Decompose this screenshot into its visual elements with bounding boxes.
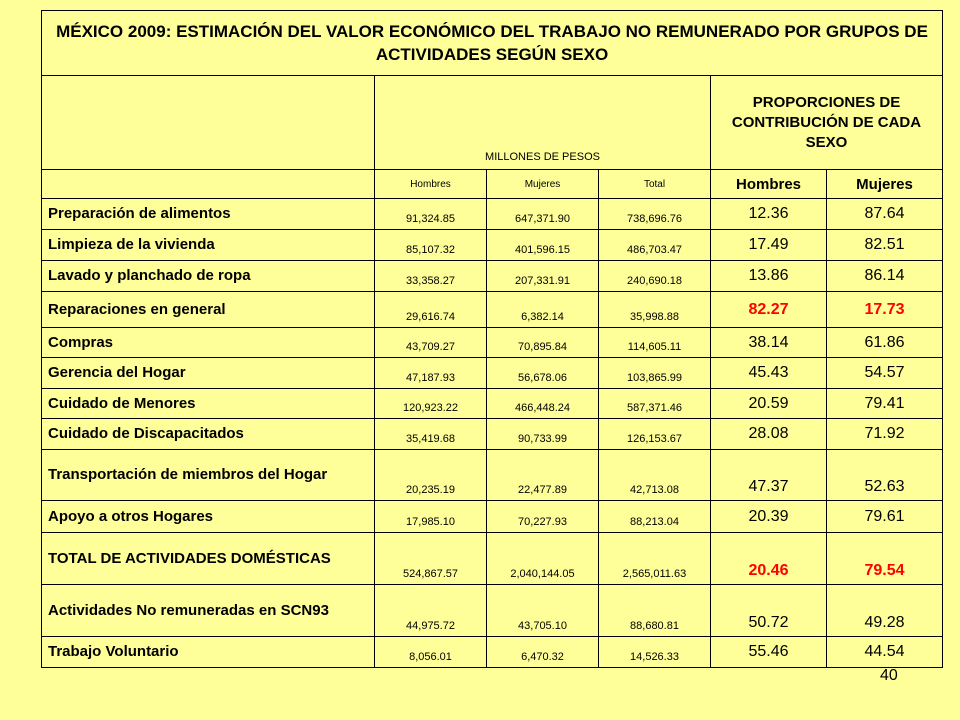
header-millones: MILLONES DE PESOS (375, 76, 711, 170)
subheader-total: Total (599, 170, 711, 199)
activity-label: Gerencia del Hogar (42, 358, 375, 389)
table-row (42, 501, 943, 533)
activity-label: Compras (42, 328, 375, 358)
value-hombres: 91,324.85 (375, 199, 487, 230)
value-hombres: 33,358.27 (375, 261, 487, 292)
value-mujeres: 22,477.89 (487, 450, 599, 501)
pct-hombres: 12.36 (711, 199, 827, 230)
subheader-mujeres: Mujeres (487, 170, 599, 199)
value-hombres: 8,056.01 (375, 637, 487, 668)
pct-hombres: 28.08 (711, 419, 827, 450)
value-total: 240,690.18 (599, 261, 711, 292)
pct-mujeres: 17.73 (827, 292, 943, 328)
value-mujeres: 6,382.14 (487, 292, 599, 328)
value-mujeres: 466,448.24 (487, 389, 599, 419)
value-total: 126,153.67 (599, 419, 711, 450)
value-hombres: 524,867.57 (375, 533, 487, 585)
table-row (42, 389, 943, 419)
value-mujeres: 70,227.93 (487, 501, 599, 533)
pct-mujeres: 44.54 (827, 637, 943, 668)
pct-mujeres: 61.86 (827, 328, 943, 358)
pct-mujeres: 54.57 (827, 358, 943, 389)
value-total: 738,696.76 (599, 199, 711, 230)
value-hombres: 29,616.74 (375, 292, 487, 328)
pct-mujeres: 52.63 (827, 450, 943, 501)
pct-hombres: 17.49 (711, 230, 827, 261)
pct-hombres: 20.46 (711, 533, 827, 585)
table-row (42, 419, 943, 450)
table-row (42, 292, 943, 328)
value-mujeres: 90,733.99 (487, 419, 599, 450)
table-row (42, 637, 943, 668)
value-mujeres: 207,331.91 (487, 261, 599, 292)
activity-label: Transportación de miembros del Hogar (42, 450, 375, 501)
activity-label: TOTAL DE ACTIVIDADES DOMÉSTICAS (42, 533, 375, 585)
subheader-blank (42, 170, 375, 199)
pct-hombres: 55.46 (711, 637, 827, 668)
table-row (42, 450, 943, 501)
pct-mujeres: 82.51 (827, 230, 943, 261)
table-row (42, 328, 943, 358)
value-mujeres: 56,678.06 (487, 358, 599, 389)
value-hombres: 17,985.10 (375, 501, 487, 533)
value-total: 88,213.04 (599, 501, 711, 533)
value-hombres: 47,187.93 (375, 358, 487, 389)
table-row (42, 199, 943, 230)
pct-mujeres: 79.54 (827, 533, 943, 585)
value-total: 103,865.99 (599, 358, 711, 389)
value-total: 114,605.11 (599, 328, 711, 358)
pct-hombres: 47.37 (711, 450, 827, 501)
value-total: 587,371.46 (599, 389, 711, 419)
value-mujeres: 43,705.10 (487, 585, 599, 637)
table-row (42, 261, 943, 292)
value-hombres: 35,419.68 (375, 419, 487, 450)
value-mujeres: 647,371.90 (487, 199, 599, 230)
value-mujeres: 70,895.84 (487, 328, 599, 358)
value-total: 42,713.08 (599, 450, 711, 501)
pct-hombres: 50.72 (711, 585, 827, 637)
pct-hombres: 20.59 (711, 389, 827, 419)
header-proporciones: PROPORCIONES DE CONTRIBUCIÓN DE CADA SEXO (711, 76, 943, 170)
value-total: 35,998.88 (599, 292, 711, 328)
pct-mujeres: 86.14 (827, 261, 943, 292)
value-total: 88,680.81 (599, 585, 711, 637)
activity-label: Reparaciones en general (42, 292, 375, 328)
subheader-hombres: Hombres (375, 170, 487, 199)
pct-mujeres: 87.64 (827, 199, 943, 230)
pct-hombres: 45.43 (711, 358, 827, 389)
pct-mujeres: 79.41 (827, 389, 943, 419)
subheader-pct-mujeres: Mujeres (827, 170, 943, 199)
activity-label: Trabajo Voluntario (42, 637, 375, 668)
data-table (41, 10, 943, 668)
table-row (42, 230, 943, 261)
header-blank (42, 76, 375, 170)
value-hombres: 20,235.19 (375, 450, 487, 501)
pct-mujeres: 71.92 (827, 419, 943, 450)
value-hombres: 43,709.27 (375, 328, 487, 358)
value-mujeres: 401,596.15 (487, 230, 599, 261)
pct-hombres: 20.39 (711, 501, 827, 533)
table-row (42, 358, 943, 389)
pct-hombres: 38.14 (711, 328, 827, 358)
table-row-total (42, 533, 943, 585)
value-hombres: 85,107.32 (375, 230, 487, 261)
value-total: 14,526.33 (599, 637, 711, 668)
activity-label: Actividades No remuneradas en SCN93 (42, 585, 375, 637)
activity-label: Preparación de alimentos (42, 199, 375, 230)
value-mujeres: 2,040,144.05 (487, 533, 599, 585)
pct-hombres: 13.86 (711, 261, 827, 292)
value-total: 2,565,011.63 (599, 533, 711, 585)
activity-label: Limpieza de la vivienda (42, 230, 375, 261)
pct-hombres: 82.27 (711, 292, 827, 328)
activity-label: Cuidado de Discapacitados (42, 419, 375, 450)
subheader-pct-hombres: Hombres (711, 170, 827, 199)
value-hombres: 44,975.72 (375, 585, 487, 637)
page-title: MÉXICO 2009: ESTIMACIÓN DEL VALOR ECONÓMICO DEL TRABAJO NO REMUNERADO POR GRUPOS DE ACTIVIDADES SEGÚN SEXO (42, 11, 943, 76)
pct-mujeres: 49.28 (827, 585, 943, 637)
activity-label: Cuidado de Menores (42, 389, 375, 419)
activity-label: Lavado y planchado de ropa (42, 261, 375, 292)
value-hombres: 120,923.22 (375, 389, 487, 419)
value-total: 486,703.47 (599, 230, 711, 261)
activity-label: Apoyo a otros Hogares (42, 501, 375, 533)
value-mujeres: 6,470.32 (487, 637, 599, 668)
page-number: 40 (880, 667, 898, 684)
pct-mujeres: 79.61 (827, 501, 943, 533)
table-row (42, 585, 943, 637)
